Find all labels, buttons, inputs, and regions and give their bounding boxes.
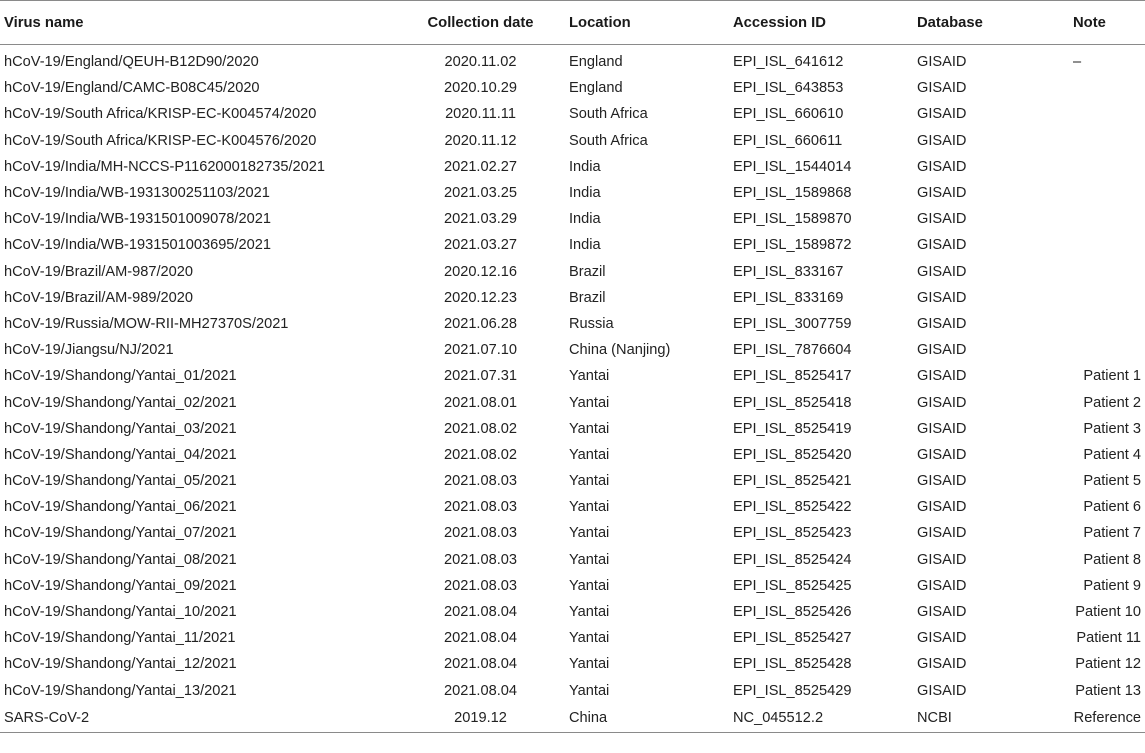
cell-collection-date: 2021.08.04 — [443, 630, 518, 647]
cell-virus-name: hCoV-19/Shandong/Yantai_09/2021 — [4, 577, 237, 594]
table-row — [0, 547, 1145, 573]
cell-accession-id: EPI_ISL_1589872 — [733, 237, 852, 254]
table-row — [0, 206, 1145, 232]
cell-collection-date: 2021.03.25 — [443, 185, 518, 202]
cell-location: Yantai — [569, 604, 610, 621]
cell-accession-id: EPI_ISL_833169 — [733, 289, 844, 306]
cell-note — [1045, 232, 1145, 258]
cell-location: Yantai — [569, 525, 610, 542]
table-row — [0, 468, 1145, 494]
cell-note — [1045, 259, 1145, 285]
cell-note — [1045, 128, 1145, 154]
cell-virus-name: hCoV-19/Brazil/AM-987/2020 — [4, 263, 194, 280]
cell-note — [1045, 75, 1145, 101]
cell-database: NCBI — [917, 704, 1045, 733]
cell-virus-name: hCoV-19/Shandong/Yantai_11/2021 — [4, 630, 236, 647]
cell-accession-id: EPI_ISL_1589868 — [733, 185, 852, 202]
cell-note — [1045, 311, 1145, 337]
cell-collection-date: 2020.10.29 — [443, 80, 518, 97]
cell-location: India — [569, 211, 601, 228]
cell-database: GISAID — [917, 446, 967, 463]
cell-database: GISAID — [917, 342, 967, 359]
cell-virus-name: hCoV-19/Shandong/Yantai_04/2021 — [4, 446, 237, 463]
cell-accession-id: EPI_ISL_643853 — [733, 80, 844, 97]
cell-note: Patient 9 — [1083, 577, 1141, 594]
cell-accession-id: EPI_ISL_8525418 — [733, 394, 852, 411]
cell-virus-name: hCoV-19/Shandong/Yantai_05/2021 — [4, 473, 237, 490]
cell-location: Yantai — [569, 630, 610, 647]
cell-accession-id: EPI_ISL_1589870 — [733, 211, 852, 228]
cell-note: Patient 5 — [1083, 473, 1141, 490]
cell-collection-date: 2020.12.16 — [443, 263, 518, 280]
cell-note: Patient 1 — [1083, 368, 1141, 385]
cell-database: GISAID — [917, 630, 967, 647]
cell-database: GISAID — [917, 394, 967, 411]
cell-accession-id: EPI_ISL_7876604 — [733, 342, 852, 359]
cell-location: Yantai — [569, 656, 610, 673]
cell-collection-date: 2021.06.28 — [443, 315, 518, 332]
cell-virus-name: hCoV-19/Shandong/Yantai_13/2021 — [4, 682, 237, 699]
cell-database: GISAID — [917, 656, 967, 673]
cell-database: GISAID — [917, 525, 967, 542]
cell-collection-date: 2020.12.23 — [443, 289, 518, 306]
cell-accession-id: EPI_ISL_8525425 — [733, 577, 852, 594]
cell-database: GISAID — [917, 604, 967, 621]
cell-location: Yantai — [569, 368, 610, 385]
cell-virus-name: hCoV-19/Shandong/Yantai_08/2021 — [4, 551, 237, 568]
cell-virus-name: hCoV-19/Shandong/Yantai_12/2021 — [4, 656, 237, 673]
cell-database: GISAID — [917, 682, 967, 699]
cell-accession-id: EPI_ISL_8525420 — [733, 446, 852, 463]
cell-location: Yantai — [569, 473, 610, 490]
cell-virus-name: hCoV-19/South Africa/KRISP-EC-K004576/2020 — [4, 132, 317, 149]
cell-collection-date: 2021.08.01 — [443, 394, 518, 411]
cell-accession-id: EPI_ISL_8525422 — [733, 499, 852, 516]
table-row — [0, 259, 1145, 285]
cell-collection-date: 2021.08.02 — [443, 420, 518, 437]
cell-note: Patient 11 — [1076, 630, 1141, 647]
cell-collection-date: 2021.02.27 — [443, 158, 518, 175]
cell-virus-name: hCoV-19/Shandong/Yantai_07/2021 — [4, 525, 237, 542]
cell-location: South Africa — [569, 106, 648, 123]
cell-database: GISAID — [917, 54, 967, 71]
cell-collection-date: 2021.08.03 — [443, 473, 518, 490]
header-location: Location — [569, 1, 733, 45]
cell-note — [1045, 206, 1145, 232]
cell-location: England — [569, 54, 623, 71]
cell-database: GISAID — [917, 315, 967, 332]
cell-accession-id: EPI_ISL_833167 — [733, 263, 844, 280]
cell-accession-id: EPI_ISL_8525429 — [733, 682, 852, 699]
table-header — [0, 1, 1145, 45]
table-row — [0, 389, 1145, 415]
cell-note: – — [1073, 54, 1082, 71]
cell-database: GISAID — [917, 263, 967, 280]
table-body — [0, 45, 1145, 733]
cell-note: Patient 7 — [1083, 525, 1141, 542]
cell-accession-id: EPI_ISL_8525427 — [733, 630, 852, 647]
cell-location: Yantai — [569, 394, 610, 411]
cell-location: Yantai — [569, 551, 610, 568]
cell-note: Patient 13 — [1075, 682, 1141, 699]
table-row — [0, 337, 1145, 363]
table-row — [0, 704, 1145, 733]
cell-location: Russia — [569, 315, 614, 332]
cell-accession-id: EPI_ISL_8525417 — [733, 368, 852, 385]
cell-collection-date: 2020.11.12 — [444, 132, 517, 149]
cell-note — [1045, 101, 1145, 127]
cell-database: GISAID — [917, 289, 967, 306]
cell-virus-name: hCoV-19/England/QEUH-B12D90/2020 — [4, 54, 259, 71]
cell-location: India — [569, 185, 601, 202]
cell-virus-name: hCoV-19/India/WB-1931300251103/2021 — [4, 185, 270, 202]
cell-accession-id: EPI_ISL_8525428 — [733, 656, 852, 673]
cell-database: GISAID — [917, 368, 967, 385]
table-row — [0, 180, 1145, 206]
cell-accession-id: EPI_ISL_660611 — [733, 132, 843, 149]
cell-database: GISAID — [917, 420, 967, 437]
cell-virus-name: hCoV-19/India/MH-NCCS-P1162000182735/2021 — [4, 158, 325, 175]
cell-virus-name: hCoV-19/Shandong/Yantai_06/2021 — [4, 499, 237, 516]
cell-database: GISAID — [917, 499, 967, 516]
cell-note: Patient 3 — [1083, 420, 1141, 437]
header-accession-id: Accession ID — [733, 1, 917, 45]
cell-virus-name: hCoV-19/South Africa/KRISP-EC-K004574/2020 — [4, 106, 317, 123]
cell-database: GISAID — [917, 211, 967, 228]
cell-location: Yantai — [569, 499, 610, 516]
cell-note: Patient 2 — [1083, 394, 1141, 411]
cell-location: Yantai — [569, 577, 610, 594]
cell-collection-date: 2021.08.03 — [443, 551, 518, 568]
cell-database: GISAID — [917, 132, 967, 149]
header-row — [0, 1, 1145, 45]
cell-virus-name: hCoV-19/Jiangsu/NJ/2021 — [4, 342, 174, 359]
cell-collection-date: 2021.08.02 — [443, 446, 518, 463]
cell-location: Brazil — [569, 263, 606, 280]
cell-note: Patient 4 — [1083, 446, 1141, 463]
cell-collection-date: 2021.03.29 — [443, 211, 518, 228]
cell-database: GISAID — [917, 551, 967, 568]
cell-note: Patient 6 — [1083, 499, 1141, 516]
cell-location: China (Nanjing) — [569, 342, 671, 359]
cell-accession-id: EPI_ISL_8525424 — [733, 551, 852, 568]
cell-database: GISAID — [917, 158, 967, 175]
table-row — [0, 520, 1145, 546]
cell-location: South Africa — [569, 132, 648, 149]
cell-database: GISAID — [917, 577, 967, 594]
cell-virus-name: hCoV-19/Shandong/Yantai_03/2021 — [4, 420, 237, 437]
cell-accession-id: EPI_ISL_8525423 — [733, 525, 852, 542]
cell-note: Patient 10 — [1075, 604, 1141, 621]
header-virus-name: Virus name — [0, 1, 392, 45]
table-row — [0, 416, 1145, 442]
cell-database: GISAID — [917, 185, 967, 202]
cell-collection-date: 2021.08.04 — [443, 656, 518, 673]
table-row — [0, 154, 1145, 180]
cell-location: Yantai — [569, 682, 610, 699]
cell-location: Brazil — [569, 289, 606, 306]
cell-collection-date: 2021.07.31 — [443, 368, 518, 385]
cell-accession-id: EPI_ISL_641612 — [733, 54, 844, 71]
table-row — [0, 45, 1145, 76]
cell-note — [1045, 285, 1145, 311]
table-row — [0, 232, 1145, 258]
cell-collection-date: 2020.11.02 — [444, 54, 517, 71]
header-collection-date: Collection date — [392, 1, 569, 45]
table-row — [0, 573, 1145, 599]
cell-virus-name: hCoV-19/Shandong/Yantai_10/2021 — [4, 604, 237, 621]
cell-accession-id: EPI_ISL_660610 — [733, 106, 844, 123]
cell-note — [1045, 154, 1145, 180]
table-row — [0, 311, 1145, 337]
cell-note: Patient 8 — [1083, 551, 1141, 568]
cell-location: China — [569, 704, 733, 733]
cell-collection-date: 2021.08.03 — [443, 525, 518, 542]
cell-collection-date: 2021.08.03 — [443, 577, 518, 594]
cell-database: GISAID — [917, 473, 967, 490]
cell-collection-date: 2020.11.11 — [445, 106, 516, 123]
cell-collection-date: 2021.03.27 — [443, 237, 518, 254]
header-database: Database — [917, 1, 1045, 45]
table-row — [0, 678, 1145, 704]
table-row — [0, 599, 1145, 625]
cell-collection-date: 2021.07.10 — [443, 342, 518, 359]
table-row — [0, 363, 1145, 389]
cell-location: Yantai — [569, 420, 610, 437]
cell-virus-name: hCoV-19/India/WB-1931501003695/2021 — [4, 237, 271, 254]
cell-accession-id: EPI_ISL_8525421 — [733, 473, 852, 490]
cell-accession-id: EPI_ISL_8525426 — [733, 604, 852, 621]
cell-virus-name: hCoV-19/Russia/MOW-RII-MH27370S/2021 — [4, 315, 289, 332]
table-row — [0, 128, 1145, 154]
cell-collection-date: 2019.12 — [392, 704, 569, 733]
cell-note — [1045, 337, 1145, 363]
cell-virus-name: hCoV-19/England/CAMC-B08C45/2020 — [4, 80, 260, 97]
cell-virus-name: hCoV-19/Shandong/Yantai_01/2021 — [4, 368, 237, 385]
table-row — [0, 442, 1145, 468]
cell-accession-id: EPI_ISL_8525419 — [733, 420, 852, 437]
table-row — [0, 101, 1145, 127]
cell-collection-date: 2021.08.03 — [443, 499, 518, 516]
cell-virus-name: hCoV-19/Brazil/AM-989/2020 — [4, 289, 194, 306]
cell-database: GISAID — [917, 237, 967, 254]
cell-database: GISAID — [917, 106, 967, 123]
cell-virus-name: hCoV-19/India/WB-1931501009078/2021 — [4, 211, 271, 228]
table-row — [0, 625, 1145, 651]
cell-virus-name: SARS-CoV-2 — [0, 704, 392, 733]
cell-location: England — [569, 80, 623, 97]
cell-location: India — [569, 158, 601, 175]
table-row — [0, 494, 1145, 520]
cell-note — [1045, 180, 1145, 206]
table-row — [0, 285, 1145, 311]
cell-location: Yantai — [569, 446, 610, 463]
cell-note: Patient 12 — [1075, 656, 1141, 673]
header-note: Note — [1045, 1, 1145, 45]
cell-location: India — [569, 237, 601, 254]
cell-collection-date: 2021.08.04 — [443, 604, 518, 621]
cell-accession-id: NC_045512.2 — [733, 704, 917, 733]
table-row — [0, 651, 1145, 677]
cell-collection-date: 2021.08.04 — [443, 682, 518, 699]
cell-note: Reference — [1045, 704, 1145, 733]
cell-database: GISAID — [917, 80, 967, 97]
cell-accession-id: EPI_ISL_3007759 — [733, 315, 852, 332]
cell-virus-name: hCoV-19/Shandong/Yantai_02/2021 — [4, 394, 237, 411]
cell-accession-id: EPI_ISL_1544014 — [733, 158, 852, 175]
table-row — [0, 75, 1145, 101]
